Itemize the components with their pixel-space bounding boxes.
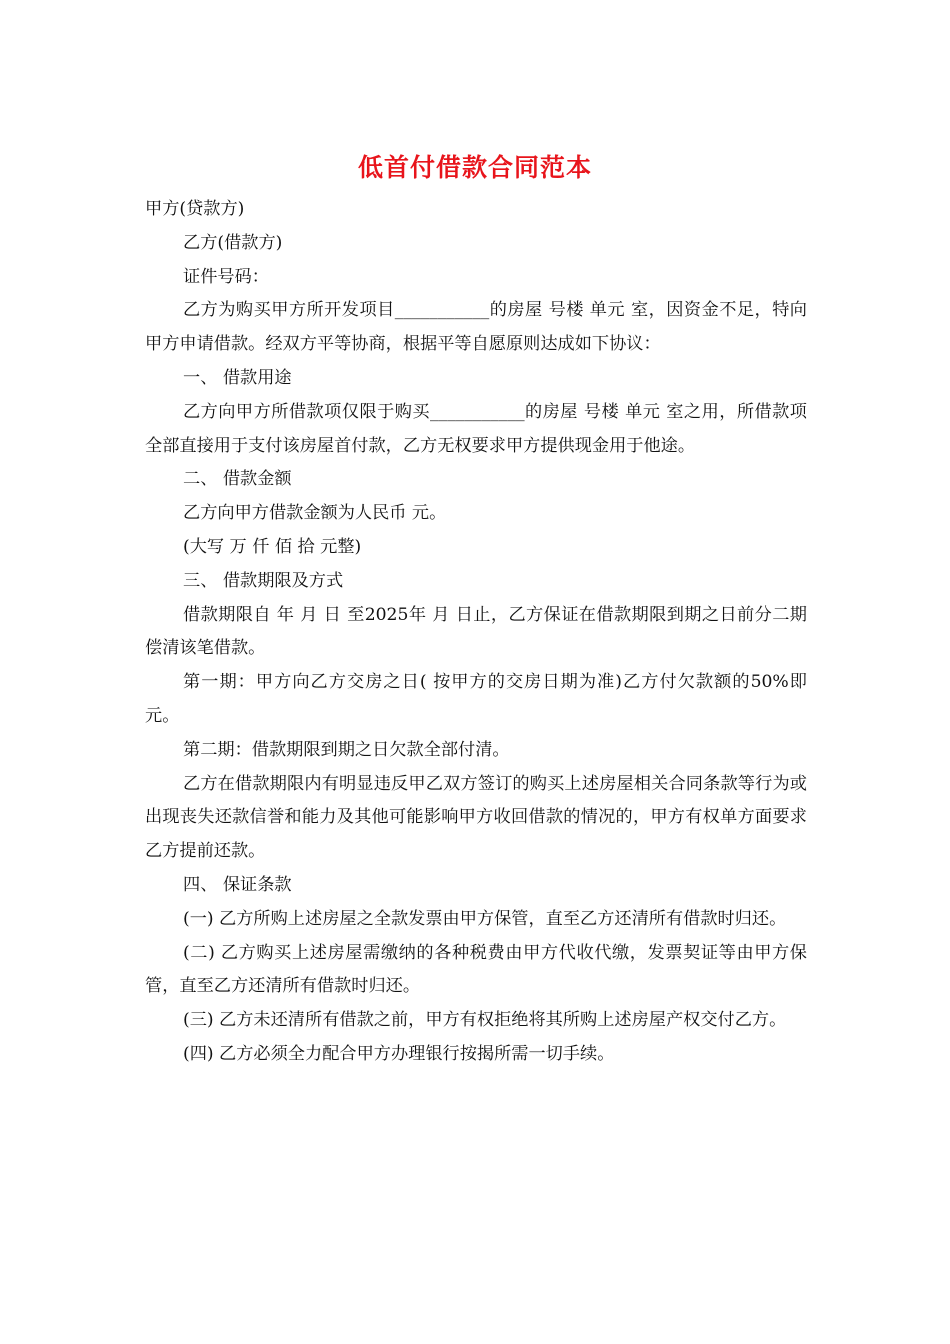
term-paragraph: 借款期限自 年 月 日 至2025年 月 日止，乙方保证在借款期限到期之日前分二期偿清该笔借款。 [145, 604, 807, 659]
guarantee-clause-4: (四) 乙方必须全力配合甲方办理银行按揭所需一切手续。 [183, 1043, 615, 1064]
document-body [145, 193, 807, 1072]
guarantee-clause-3: (三) 乙方未还清所有借款之前，甲方有权拒绝将其所购上述房屋产权交付乙方。 [183, 1010, 787, 1031]
second-installment-paragraph: 第二期：借款期限到期之日欠款全部付清。 [183, 739, 510, 760]
section-heading-amount: 二、 借款金额 [183, 469, 292, 490]
amount-uppercase-line: (大写 万 仟 佰 拾 元整) [183, 536, 362, 557]
section-heading-purpose: 一、 借款用途 [183, 367, 292, 388]
party-a-line: 甲方(贷款方) [145, 199, 245, 219]
party-b-line: 乙方(借款方) [183, 232, 283, 253]
document-title: 低首付借款合同范本 [357, 153, 592, 182]
purpose-paragraph: 乙方向甲方所借款项仅限于购买___________的房屋 号楼 单元 室之用，所借款项全部直接用于支付该房屋首付款，乙方无权要求甲方提供现金用于他途。 [145, 401, 807, 456]
amount-paragraph: 乙方向甲方借款金额为人民币 元。 [183, 503, 447, 524]
guarantee-clause-2: (二) 乙方购买上述房屋需缴纳的各种税费由甲方代收代缴，发票契证等由甲方保管，直至乙方还清所有借款时归还。 [145, 942, 807, 997]
preamble-paragraph: 乙方为购买甲方所开发项目___________的房屋 号楼 单元 室，因资金不足，特向甲方申请借款。经双方平等协商，根据平等自愿原则达成如下协议： [145, 300, 807, 355]
early-repayment-paragraph: 乙方在借款期限内有明显违反甲乙双方签订的购买上述房屋相关合同条款等行为或出现丧失还款信誉和能力及其他可能影响甲方收回借款的情况的，甲方有权单方面要求乙方提前还款。 [145, 773, 807, 862]
first-installment-paragraph: 第一期：甲方向乙方交房之日( 按甲方的交房日期为准)乙方付欠款额的50%即 元。 [145, 672, 807, 726]
guarantee-clause-1: (一) 乙方所购上述房屋之全款发票由甲方保管，直至乙方还清所有借款时归还。 [183, 908, 787, 929]
section-heading-term: 三、 借款期限及方式 [183, 570, 344, 591]
id-number-line: 证件号码： [183, 266, 269, 287]
section-heading-guarantee: 四、 保证条款 [183, 874, 292, 895]
